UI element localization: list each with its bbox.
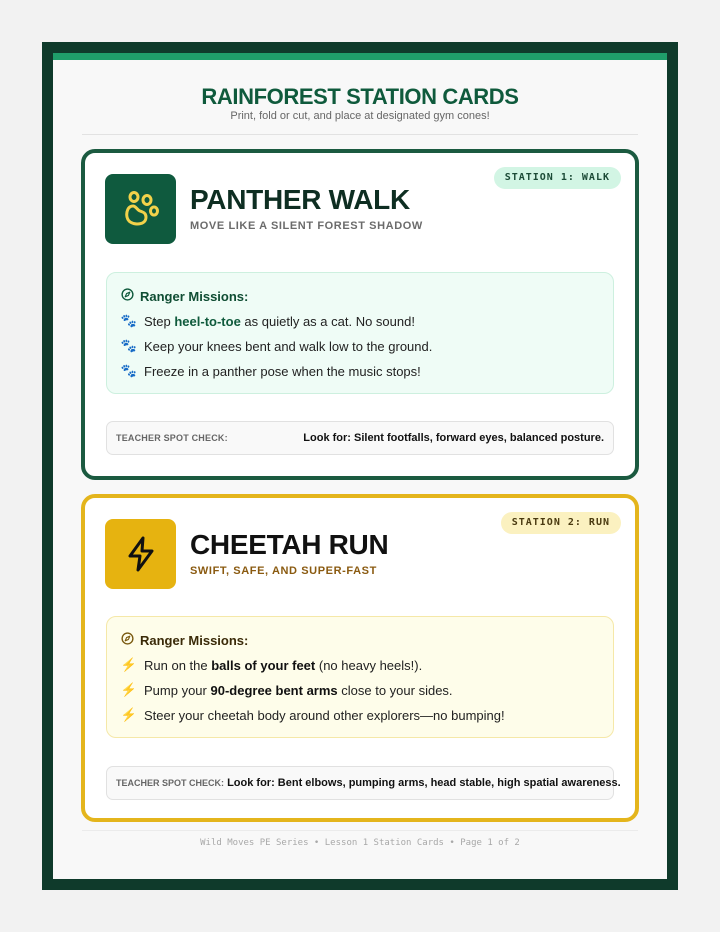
missions-heading-label: Ranger Missions: [140, 632, 249, 648]
mission-text: Run on the balls of your feet (no heavy heels!). [144, 657, 423, 673]
missions-box [106, 616, 614, 738]
mission-item [121, 313, 415, 329]
lightning-icon [105, 519, 176, 589]
paw-icon [105, 174, 176, 244]
missions-box [106, 272, 614, 394]
page-footer: Wild Moves PE Series • Lesson 1 Station Cards • Page 1 of 2 [200, 838, 520, 848]
compass-icon [121, 288, 134, 304]
station-card-cheetah-run [81, 494, 639, 822]
spot-check-text: Look for: Silent footfalls, forward eyes, balanced posture. [303, 432, 604, 444]
mission-text: Steer your cheetah body around other explorers—no bumping! [144, 707, 505, 723]
mission-text: Step heel-to-toe as quietly as a cat. No sound! [144, 313, 415, 329]
spot-check-text: Look for: Bent elbows, pumping arms, head stable, high spatial awareness. [227, 777, 621, 789]
mission-text: Pump your 90-degree bent arms close to your sides. [144, 682, 453, 698]
mission-item [121, 657, 422, 673]
bolt-icon: ⚡ [120, 682, 138, 697]
paws-icon: 🐾 [120, 338, 138, 353]
bolt-icon: ⚡ [120, 657, 138, 672]
mission-item [121, 707, 505, 723]
card-title: CHEETAH RUN [190, 529, 389, 560]
missions-heading [121, 288, 248, 304]
paws-icon: 🐾 [120, 313, 138, 328]
page-title: RAINFOREST STATION CARDS [201, 84, 519, 109]
spot-check-label: TEACHER SPOT CHECK: [116, 778, 225, 788]
spot-check-label: TEACHER SPOT CHECK: [116, 433, 228, 443]
footer-divider [82, 830, 638, 831]
missions-heading [121, 632, 248, 648]
page-subtitle: Print, fold or cut, and place at designated gym cones! [230, 110, 490, 122]
header-divider [82, 134, 638, 135]
card-subtitle: MOVE LIKE A SILENT FOREST SHADOW [190, 220, 423, 232]
station-badge: STATION 2: RUN [501, 512, 621, 534]
mission-item [121, 363, 421, 379]
mission-text: Freeze in a panther pose when the music stops! [144, 363, 421, 379]
station-card-panther-walk [81, 149, 639, 480]
teacher-spot-check [106, 421, 614, 455]
missions-heading-label: Ranger Missions: [140, 288, 249, 304]
teacher-spot-check [106, 766, 621, 800]
mission-item [121, 682, 453, 698]
mission-item [121, 338, 432, 354]
card-subtitle: SWIFT, SAFE, AND SUPER-FAST [190, 565, 377, 577]
station-badge: STATION 1: WALK [494, 167, 621, 189]
spot-check-line [116, 777, 621, 789]
top-accent-bar [53, 53, 667, 60]
paper [53, 53, 667, 879]
card-title: PANTHER WALK [190, 184, 410, 215]
bolt-icon: ⚡ [120, 707, 138, 722]
paws-icon: 🐾 [120, 363, 138, 378]
compass-icon [121, 632, 134, 648]
mission-text: Keep your knees bent and walk low to the ground. [144, 338, 433, 354]
